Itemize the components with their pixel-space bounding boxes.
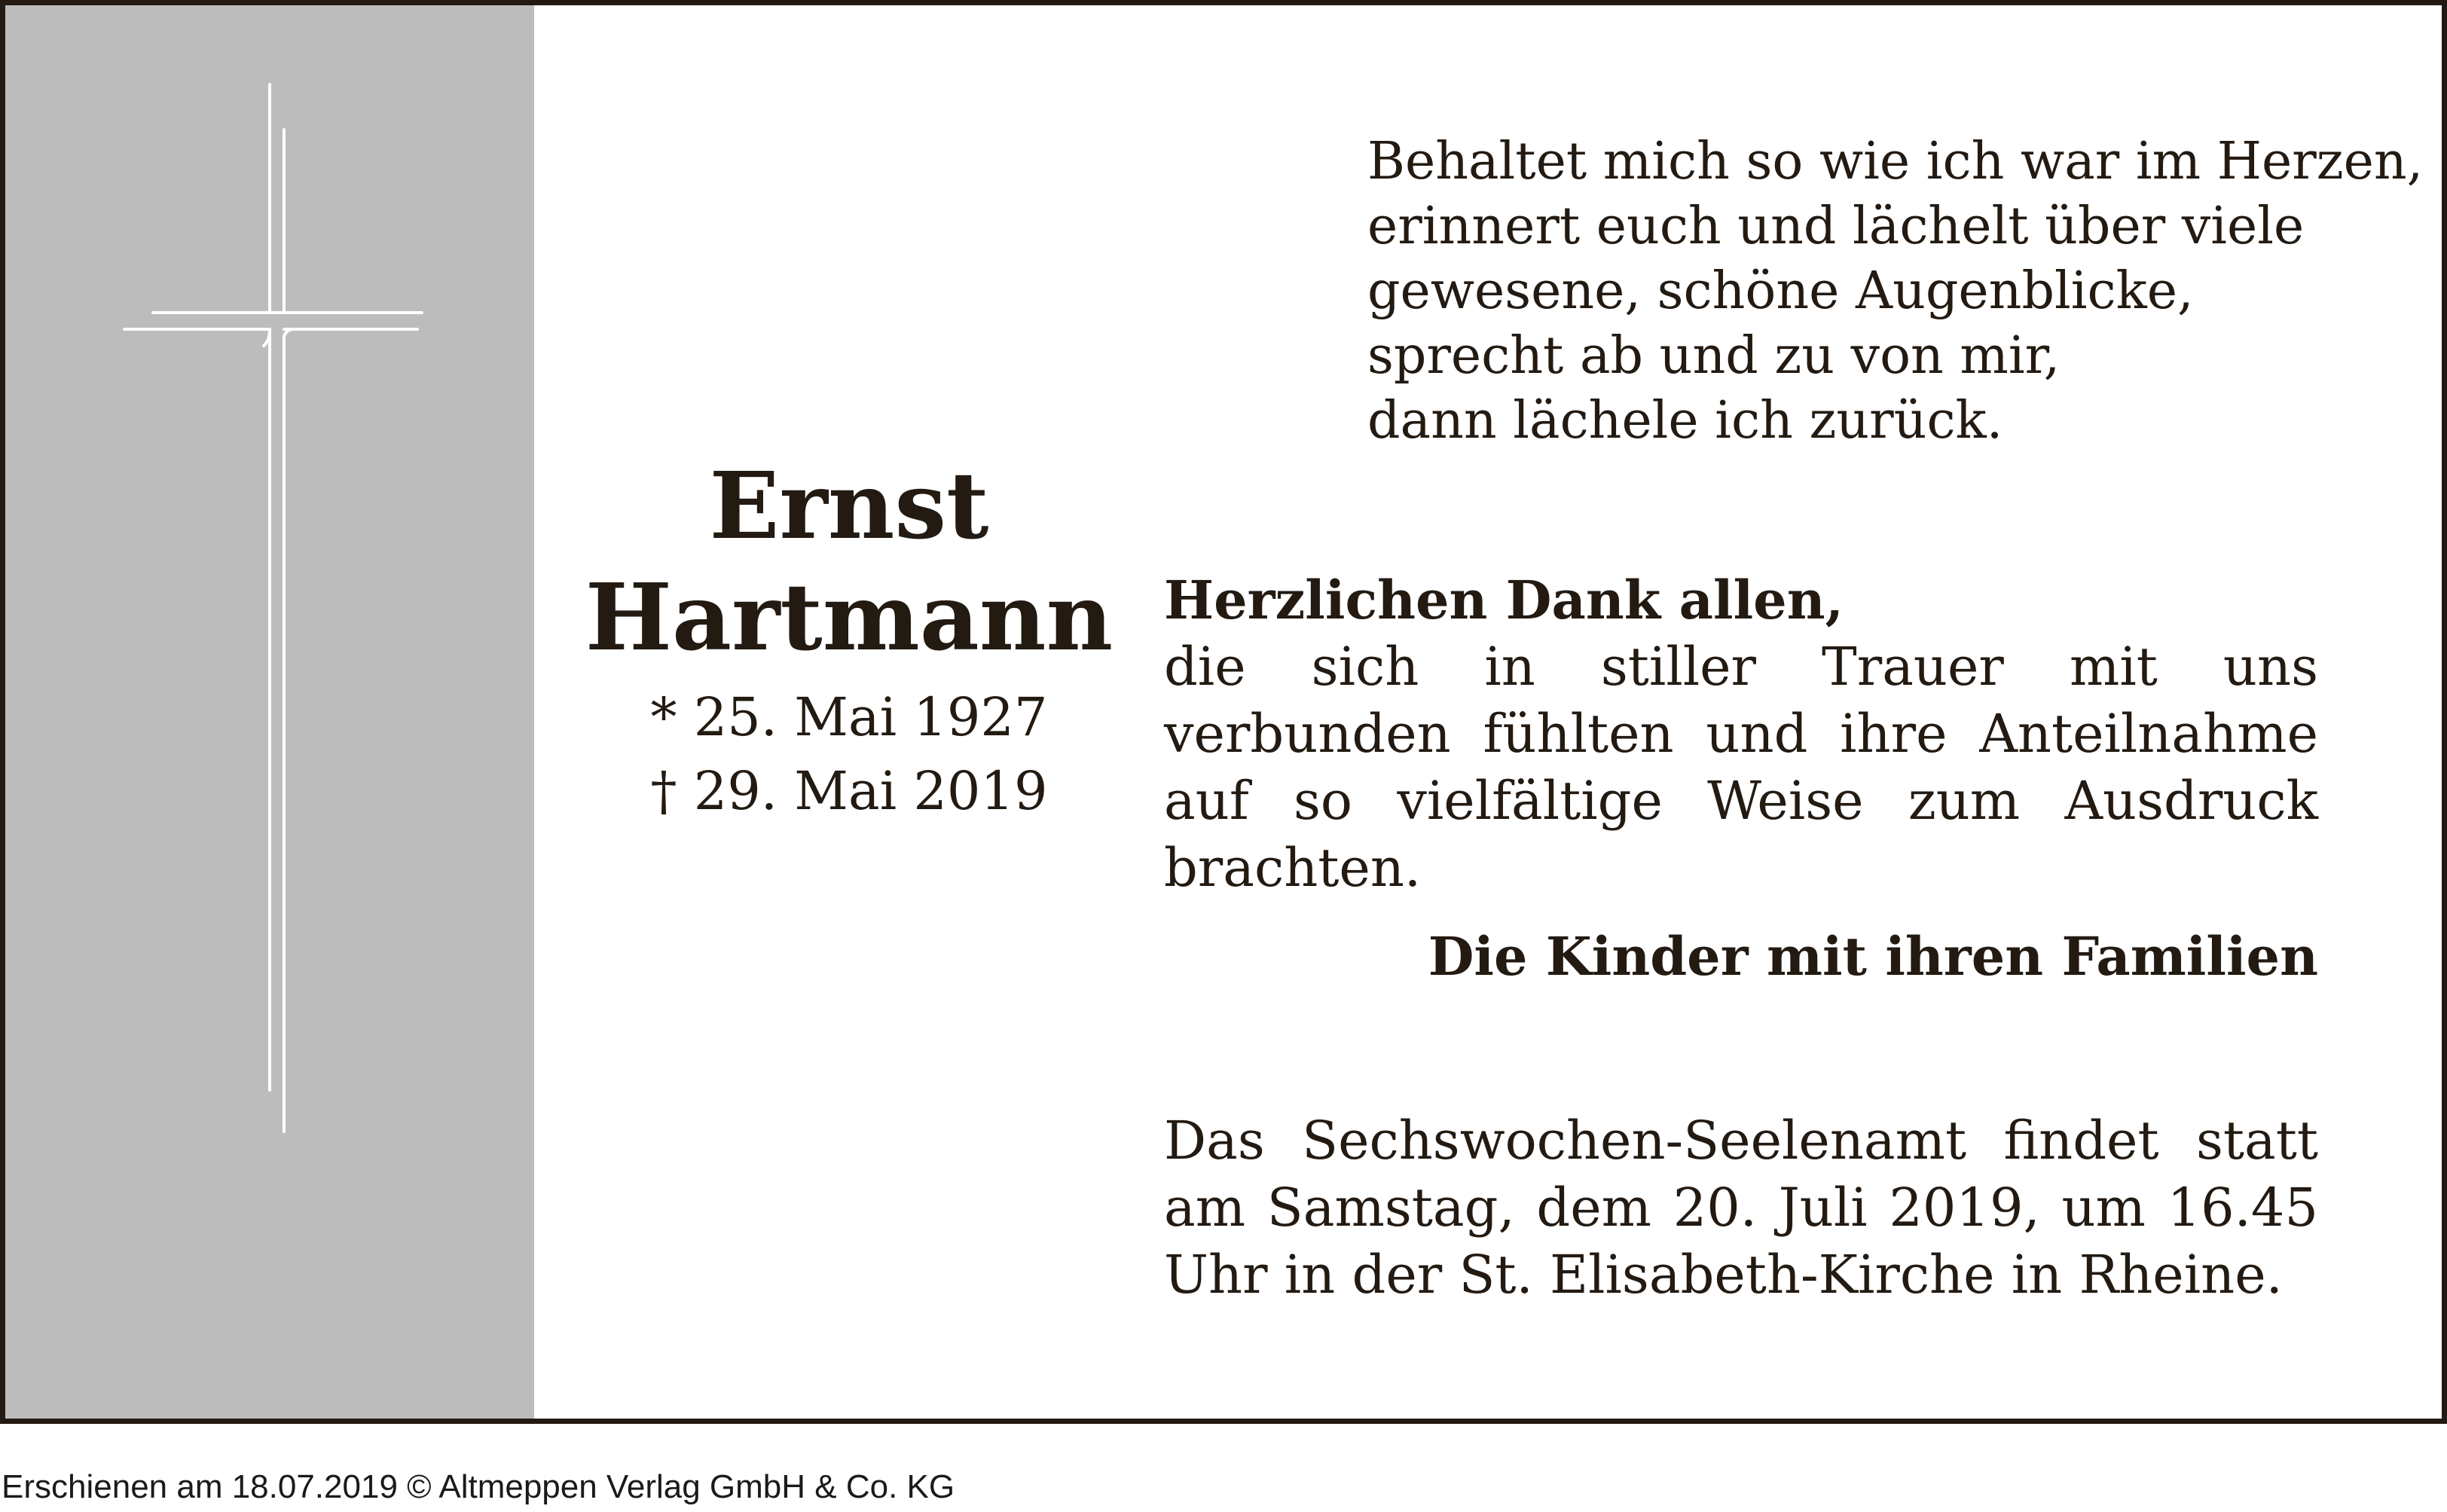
death-date: † 29. Mai 2019	[650, 760, 1048, 822]
poem	[1367, 130, 2424, 454]
poem-line: Behaltet mich so wie ich war im Herzen,	[1367, 132, 2424, 191]
publication-footer: Erschienen am 18.07.2019 © Altmeppen Verlag GmbH & Co. KG	[2, 1468, 955, 1505]
cross-icon	[5, 5, 534, 1422]
deceased-last-name: Hartmann	[585, 563, 1114, 671]
poem-line: dann lächele ich zurück.	[1367, 391, 2003, 451]
poem-line: gewesene, schöne Augenblicke,	[1367, 261, 2194, 321]
side-panel	[5, 5, 534, 1419]
poem-line: erinnert euch und lächelt über viele	[1367, 197, 2305, 256]
thanks-section	[1164, 567, 2318, 902]
poem-line: sprecht ab und zu von mir,	[1367, 326, 2061, 386]
mass-notice: Das Sechswochen-Seelenamt findet statt am Samstag, dem 20. Juli 2019, um 16.45 Uhr in der St. Elisabeth-Kirche in Rheine.	[1164, 1110, 2318, 1306]
signature: Die Kinder mit ihren Familien	[1428, 925, 2318, 988]
deceased-block	[578, 450, 1120, 828]
deceased-first-name: Ernst	[709, 451, 989, 560]
thanks-heading: Herzlichen Dank allen,	[1164, 569, 1844, 631]
thanks-text: die sich in stiller Trauer mit uns verbunden fühlten und ihre Anteilnahme auf so vielfältige Weise zum Ausdruck brachten.	[1164, 636, 2318, 899]
birth-date: * 25. Mai 1927	[650, 686, 1048, 748]
